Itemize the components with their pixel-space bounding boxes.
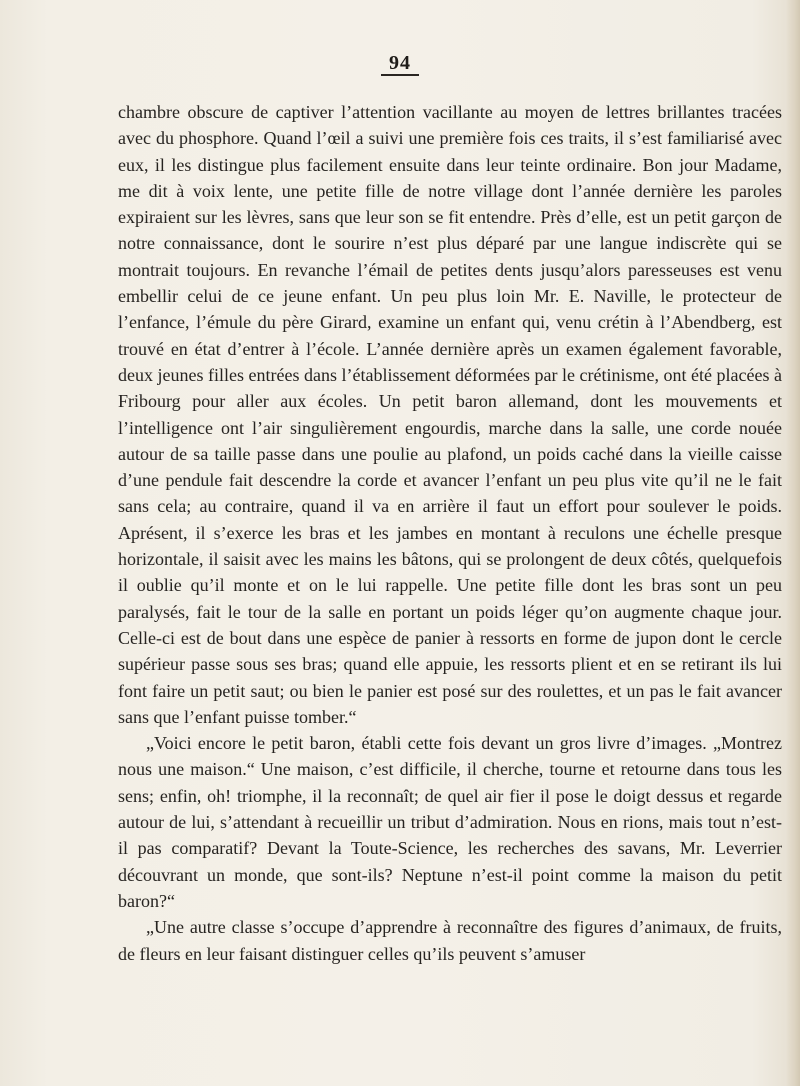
page-edge-shadow: [786, 0, 800, 1086]
paragraph-1: chambre obscure de captiver l’attention vacillante au moyen de lettres brillantes tracées avec du phosphore. Quand l’œil a suivi une première fois ces traits, il s’est familiarisé avec eux, il les distingue plus facilement ensuite dans leur teinte ordinaire. Bon jour Madame, me dit à voix lente, une petite fille de notre village dont l’année dernière les paroles expiraient sur les lèvres, sans que leur son se fit entendre. Près d’elle, est un petit garçon de notre connaissance, dont le sourire n’est plus déparé par une langue indiscrète qui se montrait toujours. En revanche l’émail de petites dents jusqu’alors paresseuses est venu embellir celui de ce jeune enfant. Un peu plus loin Mr. E. Naville, le protecteur de l’enfance, l’émule du père Girard, examine un enfant qui, venu crétin à l’Abendberg, est trouvé en état d’entrer à l’école. L’année dernière après un examen également favorable, deux jeunes filles entrées dans l’établissement déformées par le crétinisme, ont été placées à Fribourg pour aller aux écoles. Un petit baron allemand, dont les mouvements et l’intelligence ont l’air singulièrement engourdis, marche dans la salle, une corde nouée autour de sa taille passe dans une poulie au plafond, un poids caché dans la vieille caisse d’une pendule fait descendre la corde et avancer l’enfant un peu plus vite qu’il ne le fait sans cela; au contraire, quand il va en arrière il faut un effort pour soulever le poids. Aprésent, il s’exerce les bras et les jambes en montant à reculons une échelle presque horizontale, il saisit avec les mains les bâtons, qui se prolongent de deux côtés, quelquefois il oublie qu’il monte et on le lui rappelle. Une petite fille dont les bras sont un peu paralysés, fait le tour de la salle en portant un poids léger qu’on augmente chaque jour. Celle-ci est de bout dans une espèce de panier à ressorts en forme de jupon dont le cercle supérieur passe sous ses bras; quand elle appuie, les ressorts plient et en se retirant ils lui font faire un petit saut; ou bien le panier est posé sur des roulettes, et un pas le fait avancer sans que l’enfant puisse tomber.“: [118, 102, 782, 727]
paragraph-2: „Voici encore le petit baron, établi cette fois devant un gros livre d’images. „Montrez nous une maison.“ Une maison, c’est difficile, il cherche, tourne et retourne dans tous les sens; enfin, oh! triomphe, il la reconnaît; de quel air fier il pose le doigt dessus et regarde autour de lui, s’attendant à recueillir un tribut d’admiration. Nous en rions, mais tout n’est-il pas comparatif? Devant la Toute-Science, les recherches des savans, Mr. Leverrier découvrant un monde, que sont-ils? Neptune n’est-il point comme la maison du petit baron?“: [118, 733, 782, 911]
paragraph-3: „Une autre classe s’occupe d’apprendre à reconnaître des figures d’animaux, de fruits, de fleurs en leur faisant distinguer celles qu’ils peuvent s’amuser: [118, 917, 782, 964]
body-text: [118, 99, 782, 967]
page-number-text: 94: [381, 52, 419, 76]
page-number: [0, 52, 800, 76]
